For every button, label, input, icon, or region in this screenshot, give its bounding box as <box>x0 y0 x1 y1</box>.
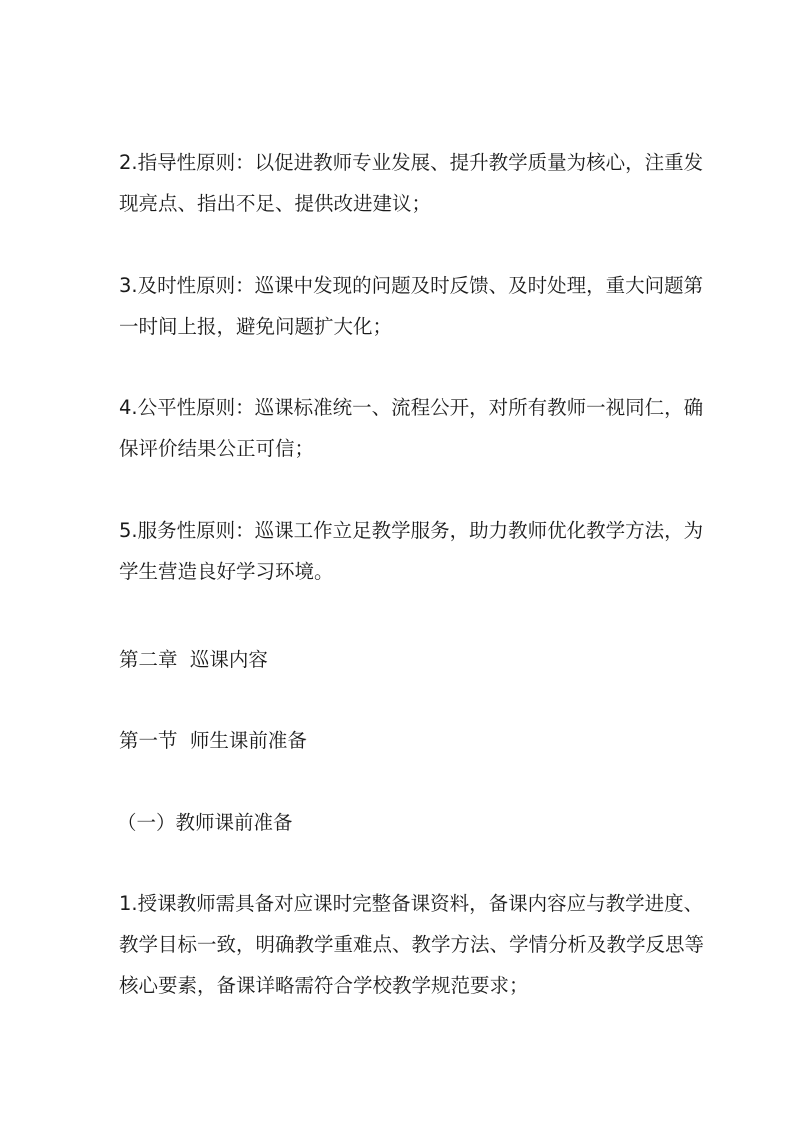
teacher-prep-item-1-line-3: 核心要素，备课详略需符合学校教学规范要求； <box>119 974 529 997</box>
principle-service-line-1: 5.服务性原则：巡课工作立足教学服务，助力教师优化教学方法，为 <box>119 519 704 542</box>
principle-service <box>119 510 704 592</box>
principle-guidance-line-1: 2.指导性原则：以促进教师专业发展、提升教学质量为核心，注重发 <box>119 151 704 174</box>
principle-fairness-line-2: 保评价结果公正可信； <box>119 437 315 460</box>
chapter-title: 第二章 巡课内容 <box>119 648 268 671</box>
teacher-prep-item-1-line-2: 教学目标一致，明确教学重难点、教学方法、学情分析及教学反思等 <box>119 933 705 956</box>
section-title: 第一节 师生课前准备 <box>119 729 307 752</box>
principle-timeliness-line-1: 3.及时性原则：巡课中发现的问题及时反馈、及时处理，重大问题第 <box>119 274 704 297</box>
teacher-prep-item-1 <box>119 883 705 1006</box>
principle-fairness-line-1: 4.公平性原则：巡课标准统一、流程公开，对所有教师一视同仁，确 <box>119 396 704 419</box>
principle-fairness <box>119 387 704 469</box>
principle-timeliness-line-2: 一时间上报，避免问题扩大化； <box>119 315 393 338</box>
teacher-prep-item-1-line-1: 1.授课教师需具备对应课时完整备课资料，备课内容应与教学进度、 <box>119 892 704 915</box>
principle-service-line-2: 学生营造良好学习环境。 <box>119 560 334 583</box>
principle-guidance-line-2: 现亮点、指出不足、提供改进建议； <box>119 192 432 215</box>
principle-guidance <box>119 142 704 224</box>
principle-timeliness <box>119 265 704 347</box>
subsection-title: （一）教师课前准备 <box>117 811 293 834</box>
